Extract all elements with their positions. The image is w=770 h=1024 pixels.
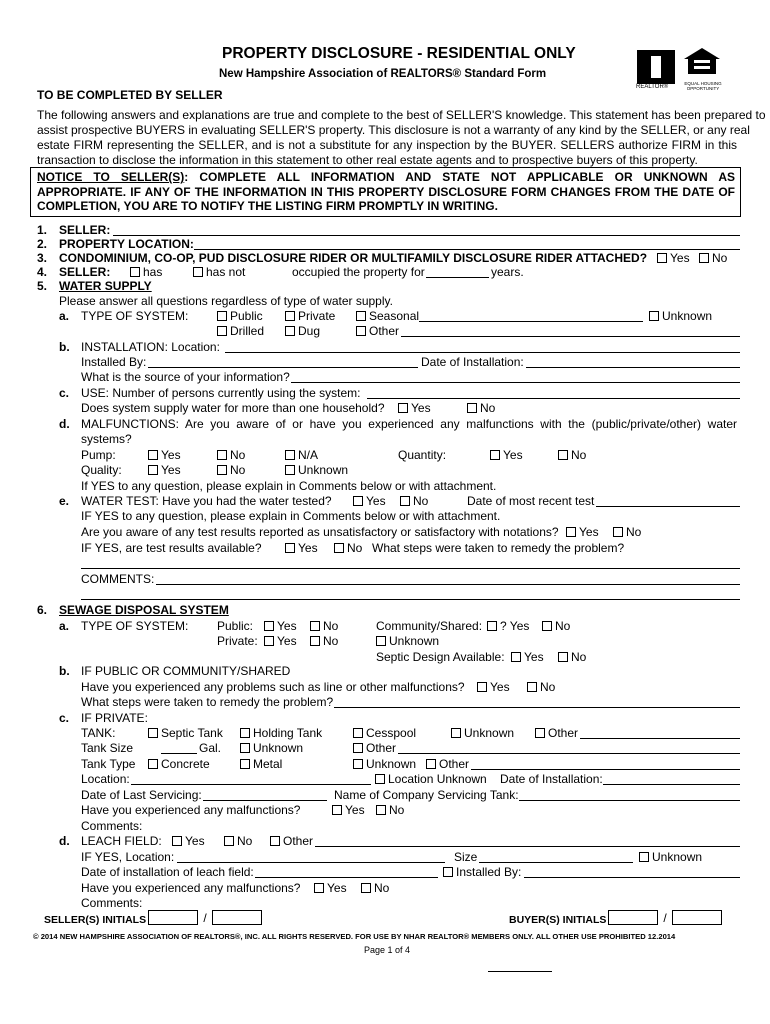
leach-other-field[interactable] <box>315 846 740 847</box>
water-comments-field[interactable] <box>156 584 740 585</box>
servicing-company-field[interactable] <box>519 800 740 801</box>
water-unknown-checkbox[interactable] <box>649 311 659 321</box>
property-location-label: PROPERTY LOCATION: <box>59 237 194 251</box>
tank-size-field[interactable] <box>161 753 197 754</box>
problems-yes-checkbox[interactable] <box>477 682 487 692</box>
water-test-no-checkbox[interactable] <box>400 496 410 506</box>
tank-malfunctions-yes-checkbox[interactable] <box>332 805 342 815</box>
years-field[interactable] <box>426 277 489 278</box>
leach-installed-by-checkbox[interactable] <box>443 867 453 877</box>
seller-occupancy-label: SELLER: <box>59 265 111 279</box>
installed-by-field[interactable] <box>148 367 418 368</box>
pump-yes-checkbox[interactable] <box>148 450 158 460</box>
condo-no-checkbox[interactable] <box>699 253 709 263</box>
intro-line: The following answers and explanations are true and complete to the best of SELLER'S knowledge. This statement has been prepared to <box>37 108 766 122</box>
quantity-no-checkbox[interactable] <box>558 450 568 460</box>
supply-more-no-checkbox[interactable] <box>467 403 477 413</box>
sewage-private-no-checkbox[interactable] <box>310 636 320 646</box>
tank-size-unknown-checkbox[interactable] <box>240 743 250 753</box>
cesspool-checkbox[interactable] <box>353 728 363 738</box>
quality-unknown-checkbox[interactable] <box>285 465 295 475</box>
tank-type-other-checkbox[interactable] <box>426 759 436 769</box>
quantity-yes-checkbox[interactable] <box>490 450 500 460</box>
seasonal-field[interactable] <box>419 321 643 322</box>
intro-line: estate FIRM representing the SELLER, and is not a substitute for any inspection by the BUYER. SELLERS authorize FIRM in this <box>37 138 737 152</box>
holding-tank-checkbox[interactable] <box>240 728 250 738</box>
tank-date-installation-field[interactable] <box>603 784 740 785</box>
leach-no-checkbox[interactable] <box>224 836 234 846</box>
water-private-checkbox[interactable] <box>285 311 295 321</box>
buyer-initials-label: BUYER(S) INITIALS <box>509 914 607 926</box>
tank-unknown-checkbox[interactable] <box>451 728 461 738</box>
sewage-public-yes-checkbox[interactable] <box>264 621 274 631</box>
quality-yes-checkbox[interactable] <box>148 465 158 475</box>
community-no-checkbox[interactable] <box>542 621 552 631</box>
septic-design-no-checkbox[interactable] <box>558 652 568 662</box>
condo-yes-checkbox[interactable] <box>657 253 667 263</box>
realtor-caption: REALTOR® <box>636 84 669 90</box>
seller-initials-label: SELLER(S) INITIALS <box>44 914 147 926</box>
realtor-logo <box>637 50 675 84</box>
supply-more-yes-checkbox[interactable] <box>398 403 408 413</box>
buyer-initials-box-2[interactable] <box>672 910 722 925</box>
leach-malfunctions-no-checkbox[interactable] <box>361 883 371 893</box>
tank-location-field[interactable] <box>131 784 371 785</box>
equal-housing-icon <box>680 46 724 80</box>
intro-line: assist prospective BUYERS in evaluating SELLER'S property. This disclosure is not a warranty of any kind by the SELLER, or any real <box>37 123 750 137</box>
tank-other-field[interactable] <box>580 738 740 739</box>
notice-lead: NOTICE TO SELLER(S) <box>37 170 185 184</box>
intro-paragraph <box>37 108 766 168</box>
water-drilled-checkbox[interactable] <box>217 326 227 336</box>
leach-size-field[interactable] <box>479 862 633 863</box>
page-subtitle: New Hampshire Association of REALTORS® Standard Form <box>219 68 547 80</box>
seller-initials-box-2[interactable] <box>212 910 262 925</box>
buyer-initials-box-1[interactable] <box>608 910 658 925</box>
results-available-no-checkbox[interactable] <box>334 543 344 553</box>
installation-location-field[interactable] <box>225 352 740 353</box>
page-title: PROPERTY DISCLOSURE - RESIDENTIAL ONLY <box>222 45 576 62</box>
water-other-field[interactable] <box>401 336 740 337</box>
water-seasonal-checkbox[interactable] <box>356 311 366 321</box>
pump-na-checkbox[interactable] <box>285 450 295 460</box>
last-servicing-field[interactable] <box>203 800 327 801</box>
tank-size-other-checkbox[interactable] <box>353 743 363 753</box>
has-checkbox[interactable] <box>130 267 140 277</box>
septic-design-yes-checkbox[interactable] <box>511 652 521 662</box>
sewage-remedy-field[interactable] <box>334 707 740 708</box>
sewage-unknown-checkbox[interactable] <box>376 636 386 646</box>
date-installation-field[interactable] <box>526 367 740 368</box>
page-number: Page 1 of 4 <box>364 945 411 955</box>
tank-other-checkbox[interactable] <box>535 728 545 738</box>
location-unknown-checkbox[interactable] <box>375 774 385 784</box>
notice-text: NOTICE TO SELLER(S): COMPLETE ALL INFORMATION AND STATE NOT APPLICABLE OR UNKNOWN AS APPROPRIATE. IF ANY OF THE INFORMATION IN THIS PROPERTY DISCLOSURE FORM CHANGES FROM THE DATE OF COMPLETION, YOU ARE TO NOTIFY THE LISTING FIRM PROMPTLY IN WRITING. <box>37 170 735 213</box>
water-dug-checkbox[interactable] <box>285 326 295 336</box>
quality-no-checkbox[interactable] <box>217 465 227 475</box>
problems-no-checkbox[interactable] <box>527 682 537 692</box>
results-aware-yes-checkbox[interactable] <box>566 527 576 537</box>
completed-by-label: TO BE COMPLETED BY SELLER <box>37 88 223 102</box>
results-available-yes-checkbox[interactable] <box>285 543 295 553</box>
malfunctions-question: MALFUNCTIONS: Are you aware of or have you experienced any malfunctions with the (public/private/other) water <box>81 417 737 431</box>
seller-field[interactable] <box>113 235 740 236</box>
concrete-checkbox[interactable] <box>148 759 158 769</box>
water-other-checkbox[interactable] <box>356 326 366 336</box>
septic-tank-checkbox[interactable] <box>148 728 158 738</box>
information-source-field[interactable] <box>291 382 740 383</box>
water-public-checkbox[interactable] <box>217 311 227 321</box>
copyright-notice: © 2014 NEW HAMPSHIRE ASSOCIATION OF REALTORS®, INC. ALL RIGHTS RESERVED. FOR USE BY NHAR REALTOR® MEMBERS ONLY. ALL OTHER USE PROHIBITED 12.2014 <box>33 932 676 941</box>
tank-size-other-field[interactable] <box>398 753 740 754</box>
tank-malfunctions-no-checkbox[interactable] <box>376 805 386 815</box>
leach-other-checkbox[interactable] <box>270 836 280 846</box>
leach-malfunctions-yes-checkbox[interactable] <box>314 883 324 893</box>
water-test-yes-checkbox[interactable] <box>353 496 363 506</box>
footer-rule <box>488 971 552 972</box>
water-comments-field-2[interactable] <box>81 599 740 600</box>
water-supply-heading: WATER SUPPLY <box>59 279 152 293</box>
has-not-checkbox[interactable] <box>193 267 203 277</box>
tank-type-other-field[interactable] <box>471 769 740 770</box>
condo-rider-question: CONDOMINIUM, CO-OP, PUD DISCLOSURE RIDER OR MULTIFAMILY DISCLOSURE RIDER ATTACHED? <box>59 251 648 265</box>
results-aware-no-checkbox[interactable] <box>613 527 623 537</box>
leach-size-unknown-checkbox[interactable] <box>639 852 649 862</box>
remedy-steps-field[interactable] <box>81 568 740 569</box>
intro-line: transaction to disclose the information in this statement to other real estate agents and to prospective buyers of this property. <box>37 153 698 167</box>
seller-label: SELLER: <box>59 223 111 237</box>
tank-type-unknown-checkbox[interactable] <box>353 759 363 769</box>
date-test-field[interactable] <box>596 506 740 507</box>
sewage-public-no-checkbox[interactable] <box>310 621 320 631</box>
community-yes-checkbox[interactable] <box>487 621 497 631</box>
property-location-field[interactable] <box>194 249 740 250</box>
equal-housing-caption: EQUAL HOUSING OPPORTUNITY <box>684 81 722 91</box>
leach-yes-checkbox[interactable] <box>172 836 182 846</box>
leach-installed-by-field[interactable] <box>524 877 740 878</box>
leach-date-field[interactable] <box>255 877 438 878</box>
persons-using-field[interactable] <box>367 398 740 399</box>
sewage-heading: SEWAGE DISPOSAL SYSTEM <box>59 603 229 617</box>
seller-initials-box-1[interactable] <box>148 910 198 925</box>
sewage-private-yes-checkbox[interactable] <box>264 636 274 646</box>
metal-checkbox[interactable] <box>240 759 250 769</box>
leach-location-field[interactable] <box>177 862 445 863</box>
pump-no-checkbox[interactable] <box>217 450 227 460</box>
